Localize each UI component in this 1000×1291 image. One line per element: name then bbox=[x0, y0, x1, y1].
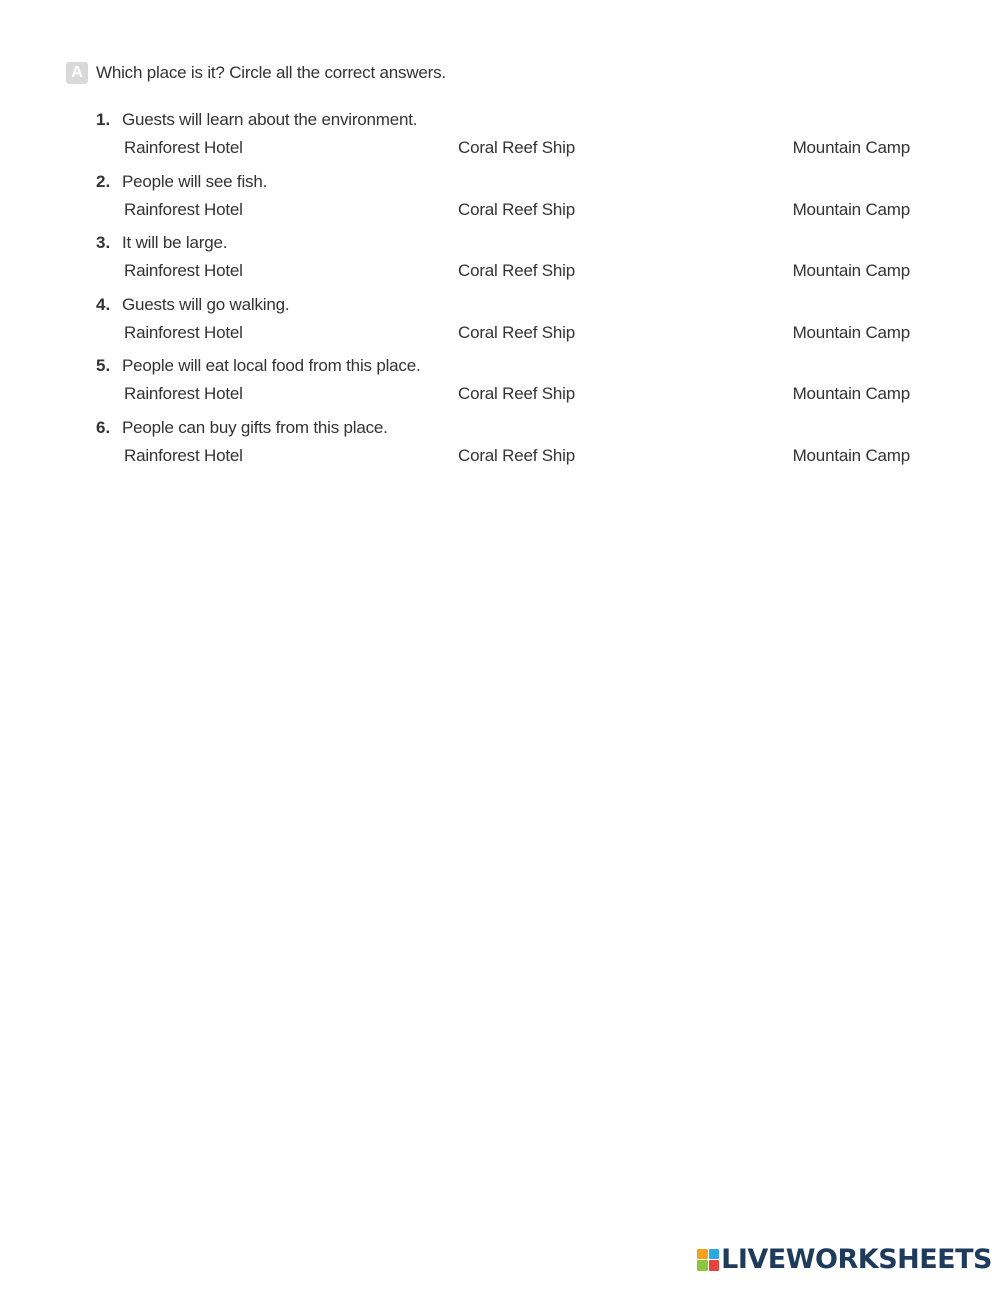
answer-options bbox=[122, 200, 912, 224]
section-instruction bbox=[66, 62, 446, 84]
option-coral-reef-ship[interactable]: Coral Reef Ship bbox=[458, 384, 576, 403]
question-text: People will see fish. bbox=[122, 171, 268, 191]
question-2 bbox=[96, 170, 916, 232]
question-number: 4. bbox=[96, 294, 111, 314]
answer-options bbox=[122, 384, 912, 408]
answer-options bbox=[122, 138, 912, 162]
option-coral-reef-ship[interactable]: Coral Reef Ship bbox=[458, 322, 576, 342]
option-coral-reef-ship[interactable]: Coral Reef Ship bbox=[458, 445, 576, 465]
option-mountain-camp[interactable]: Mountain Camp bbox=[792, 261, 910, 280]
question-list bbox=[96, 108, 916, 477]
question-text: People can buy gifts from this place. bbox=[122, 417, 388, 437]
option-mountain-camp[interactable]: Mountain Camp bbox=[792, 445, 910, 465]
question-line bbox=[96, 231, 227, 255]
liveworksheets-brand bbox=[697, 1244, 992, 1275]
question-number: 2. bbox=[96, 171, 111, 191]
question-line bbox=[96, 293, 289, 317]
option-coral-reef-ship[interactable]: Coral Reef Ship bbox=[458, 138, 576, 157]
question-text: People will eat local food from this place. bbox=[122, 356, 421, 375]
option-rainforest-hotel[interactable]: Rainforest Hotel bbox=[124, 199, 243, 219]
answer-options bbox=[122, 323, 912, 347]
option-mountain-camp[interactable]: Mountain Camp bbox=[792, 199, 910, 219]
question-text: Guests will learn about the environment. bbox=[122, 110, 418, 129]
question-4 bbox=[96, 293, 916, 355]
option-mountain-camp[interactable]: Mountain Camp bbox=[792, 384, 910, 403]
question-line bbox=[96, 354, 421, 378]
question-3 bbox=[96, 231, 916, 293]
question-line bbox=[96, 416, 388, 440]
question-text: Guests will go walking. bbox=[122, 294, 290, 314]
question-5 bbox=[96, 354, 916, 416]
option-rainforest-hotel[interactable]: Rainforest Hotel bbox=[124, 445, 243, 465]
question-number: 3. bbox=[96, 233, 111, 252]
question-line bbox=[96, 108, 417, 132]
question-line bbox=[96, 170, 267, 194]
answer-options bbox=[122, 261, 912, 285]
question-number: 6. bbox=[96, 417, 111, 437]
liveworksheets-logo-icon bbox=[697, 1249, 719, 1271]
question-1 bbox=[96, 108, 916, 170]
option-rainforest-hotel[interactable]: Rainforest Hotel bbox=[124, 138, 243, 157]
option-mountain-camp[interactable]: Mountain Camp bbox=[792, 322, 910, 342]
instruction-text: Which place is it? Circle all the correct answers. bbox=[96, 63, 446, 82]
question-number: 1. bbox=[96, 110, 111, 129]
question-number: 5. bbox=[96, 356, 111, 375]
option-mountain-camp[interactable]: Mountain Camp bbox=[792, 138, 910, 157]
option-rainforest-hotel[interactable]: Rainforest Hotel bbox=[124, 322, 243, 342]
section-badge: A bbox=[66, 62, 88, 84]
option-coral-reef-ship[interactable]: Coral Reef Ship bbox=[458, 199, 576, 219]
answer-options bbox=[122, 446, 912, 470]
brand-name: LIVEWORKSHEETS bbox=[721, 1244, 992, 1275]
question-6 bbox=[96, 416, 916, 478]
option-coral-reef-ship[interactable]: Coral Reef Ship bbox=[458, 261, 576, 280]
question-text: It will be large. bbox=[122, 233, 228, 252]
option-rainforest-hotel[interactable]: Rainforest Hotel bbox=[124, 384, 243, 403]
option-rainforest-hotel[interactable]: Rainforest Hotel bbox=[124, 261, 243, 280]
